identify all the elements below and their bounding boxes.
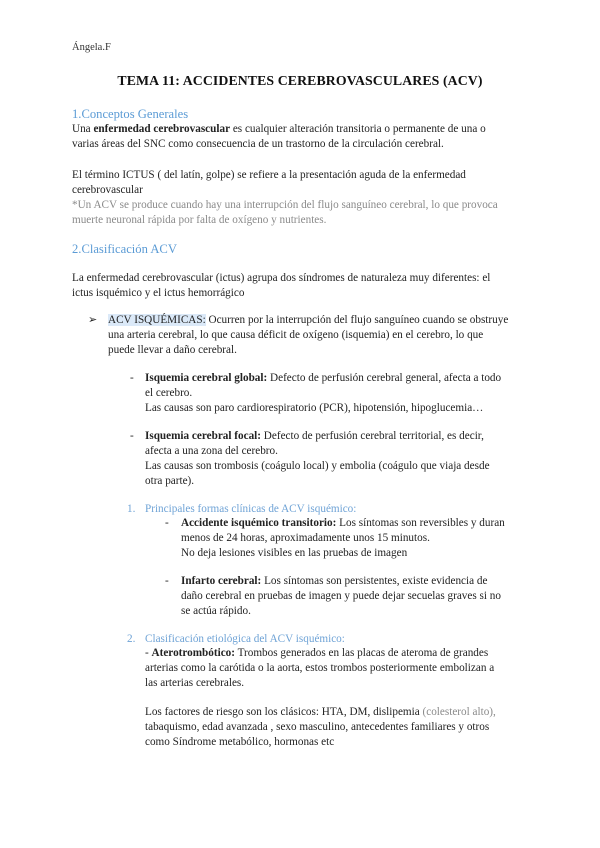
subsection-2-heading: Clasificación etiológica del ACV isquémico: xyxy=(145,633,345,645)
ictus-line-1: El término ICTUS ( del latín, golpe) se refiere a la presentación aguda de la enfermedad xyxy=(72,169,466,181)
focal-line-2: afecta a una zona del cerebro. xyxy=(145,445,278,457)
global-line-2: el cerebro. xyxy=(145,387,193,399)
author-name: Ángela.F xyxy=(72,42,111,53)
isquemicas-line-2: una arteria cerebral, lo que causa déficit de oxígeno (isquemia) en el cerebro, lo que xyxy=(108,329,484,341)
dash-bullet-icon: - xyxy=(130,430,134,442)
section-2-heading: 2.Clasificación ACV xyxy=(72,242,177,256)
risk-factors-line-1: Los factores de riesgo son los clásicos: HTA, DM, dislipemia (colesterol alto), xyxy=(145,706,496,718)
classification-intro-line-1: La enfermedad cerebrovascular (ictus) agrupa dos síndromes de naturaleza muy diferentes: el xyxy=(72,272,491,284)
dash-bullet-icon: - xyxy=(130,372,134,384)
ictus-line-2: cerebrovascular xyxy=(72,184,143,196)
classification-intro-line-2: ictus isquémico y el ictus hemorrágico xyxy=(72,287,245,299)
isquemicas-highlighted-label: ACV ISQUÉMICAS: xyxy=(108,314,206,326)
infarto-line-1: Infarto cerebral: Los síntomas son persistentes, existe evidencia de xyxy=(181,575,488,587)
risk-factors-line-3: como Síndrome metabólico, hormonas etc xyxy=(145,736,335,748)
term-ait: Accidente isquémico transitorio: xyxy=(181,517,337,529)
isquemicas-line-3: puede llevar a daño cerebral. xyxy=(108,344,237,356)
note-line-2: muerte neuronal rápida por falta de oxígeno y nutrientes. xyxy=(72,214,327,226)
subsection-1-number: 1. xyxy=(127,503,136,515)
isquemicas-line-1: ACV ISQUÉMICAS: Ocurren por la interrupción del flujo sanguíneo cuando se obstruye xyxy=(108,314,509,326)
term-infarto-cerebral: Infarto cerebral: xyxy=(181,575,262,587)
ait-line-3: No deja lesiones visibles en las pruebas de imagen xyxy=(181,547,408,559)
dash-bullet-icon: - xyxy=(165,517,169,529)
note-line-1: *Un ACV se produce cuando hay una interrupción del flujo sanguíneo cerebral, lo que provoca xyxy=(72,199,498,211)
atero-line-2: arterias como la carótida o la aorta, estos trombos posteriormente embolizan a xyxy=(145,662,495,674)
term-isquemia-focal: Isquemia cerebral focal: xyxy=(145,430,261,442)
atero-line-1: - Aterotrombótico: Trombos generados en las placas de ateroma de grandes xyxy=(145,647,489,659)
risk-factors-line-2: tabaquismo, edad avanzada , sexo masculino, antecedentes familiares y otros xyxy=(145,721,490,733)
dash-bullet-icon: - xyxy=(165,575,169,587)
atero-line-3: las arterias cerebrales. xyxy=(145,677,245,689)
global-line-3: Las causas son paro cardiorespiratorio (PCR), hipotensión, hipoglucemia… xyxy=(145,402,484,414)
definition-line-2: varias áreas del SNC como consecuencia de un trastorno de la circulación cerebral. xyxy=(72,138,444,150)
global-line-1: Isquemia cerebral global: Defecto de perfusión cerebral general, afecta a todo xyxy=(145,372,502,384)
document-title: TEMA 11: ACCIDENTES CEREBROVASCULARES (ACV) xyxy=(117,73,483,88)
term-aterotrombotico: Aterotrombótico: xyxy=(151,647,235,659)
ait-line-1: Accidente isquémico transitorio: Los síntomas son reversibles y duran xyxy=(181,517,505,529)
definition-line-1: Una enfermedad cerebrovascular es cualquier alteración transitoria o permanente de una o xyxy=(72,123,486,135)
focal-line-4: otra parte). xyxy=(145,475,195,487)
ait-line-2: menos de 24 horas, aproximadamente unos 15 minutos. xyxy=(181,532,430,544)
risk-factor-note: (colesterol alto), xyxy=(422,706,496,718)
infarto-line-2: daño cerebral en pruebas de imagen y puede dejar secuelas graves si no xyxy=(181,590,501,602)
focal-line-1: Isquemia cerebral focal: Defecto de perfusión cerebral territorial, es decir, xyxy=(145,430,484,442)
term-isquemia-global: Isquemia cerebral global: xyxy=(145,372,268,384)
term-enfermedad-cerebrovascular: enfermedad cerebrovascular xyxy=(93,123,231,135)
subsection-1-heading: Principales formas clínicas de ACV isquémico: xyxy=(145,503,357,515)
subsection-2-number: 2. xyxy=(127,633,136,645)
focal-line-3: Las causas son trombosis (coágulo local) y embolia (coágulo que viaja desde xyxy=(145,460,490,472)
arrow-bullet-icon: ➢ xyxy=(88,314,98,326)
infarto-line-3: se actúa rápido. xyxy=(181,605,251,617)
section-1-heading: 1.Conceptos Generales xyxy=(72,107,189,121)
